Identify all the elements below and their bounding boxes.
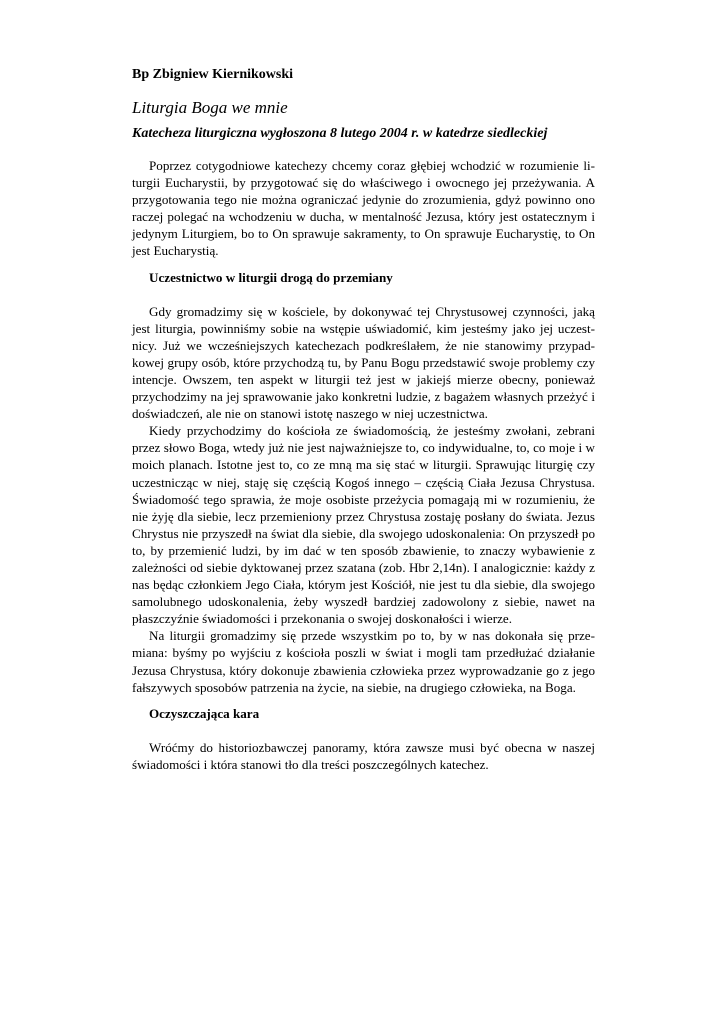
body-paragraph: Na liturgii gromadzimy się przede wszystkim po to, by w nas dokonała się przemiana: byśmy po wyjściu z kościoła poszli w świat i mogli tam przedłużać działanie Jezusa Chrystusa, który dokonuje zbawienia człowieka przez wyprowadzanie go z jego fałszywych sposobów patrzenia na życie, na siebie, na drugiego człowieka, na Boga.: [132, 628, 595, 695]
body-paragraph: Gdy gromadzimy się w kościele, by dokonywać tej Chrystusowej czynności, jaką jest liturgia, powinniśmy sobie na wstępie uświadomić, kim jesteśmy jako jej uczestnicy. Już we wcześniejszych katechezach podkreślałem, że nie stanowimy przypadkowej grupy osób, które przychodzą tu, by Panu Bogu przedstawić swoje problemy czy intencje. Owszem, ten aspekt w liturgii też jest w jakiejś mierze obecny, ponieważ przychodzimy na jej sprawowanie jako konkretni ludzie, z bagażem własnych przeżyć i doświadczeń, ale nie on stanowi istotę naszego w niej uczestnictwa.: [132, 303, 595, 422]
document-title: Liturgia Boga we mnie: [132, 98, 288, 117]
body-paragraph: Kiedy przychodzimy do kościoła ze świadomością, że jesteśmy zwołani, zebrani przez słowo Boga, wtedy już nie jest najważniejsze to, co indywidualne, to, co moje i w moich planach. Istotne jest to, co ze mną ma się stać w liturgii. Sprawując liturgię czy uczestnicząc w niej, staję się częścią Kogoś innego – częścią Ciała Jezusa Chrystusa. Świadomość tego sprawia, że moje osobiste przeżycia pomagają mi w rozumieniu, że nie żyję dla siebie, lecz przemieniony przez Chrystusa zostaję posłany do świata. Jezus Chrystus nie przyszedł na świat dla siebie, dla swojego udoskonalenia: On przyszedł po to, by przemienić ludzi, by im dać w ten sposób zbawienie, to znaczy wybawienie z zależności od siebie dyktowanej przez szatana (zob. Hbr 2,14n). I analogicznie: każdy z nas będąc członkiem Jego Ciała, którym jest Kościół, nie jest tu dla siebie, dla swojego samolubnego udoskonalenia, żeby wyszedł bardziej zadowolony z siebie, nawet na płaszczyźnie świadomości i przekonania o swojej doskonałości i wierze.: [132, 423, 595, 627]
section-heading: Oczyszczająca kara: [149, 705, 260, 721]
author-name: Bp Zbigniew Kiernikowski: [132, 67, 294, 82]
body-paragraph: Wróćmy do historiozbawczej panoramy, która zawsze musi być obecna w naszej świadomości i która stanowi tło dla treści poszczególnych katechez.: [132, 739, 595, 772]
document-page: [132, 66, 595, 773]
section-heading: Uczestnictwo w liturgii drogą do przemiany: [149, 269, 393, 285]
intro-paragraph: Poprzez cotygodniowe katechezy chcemy coraz głębiej wchodzić w rozumienie liturgii Eucharystii, by przygotować się do właściwego i owocnego jej przeżywania. A przygotowania tego nie można ograniczać jedynie do zrozumienia, gdyż powinno ono raczej polegać na wchodzeniu w ducha, w mentalność Jezusa, który jest ostatecznym i jedynym Liturgiem, bo to On sprawuje sakramenty, to On sprawuje Eucharystię, to On jest Eucharystią.: [132, 158, 595, 259]
document-subtitle: Katecheza liturgiczna wygłoszona 8 lutego 2004 r. w katedrze siedleckiej: [132, 126, 548, 141]
